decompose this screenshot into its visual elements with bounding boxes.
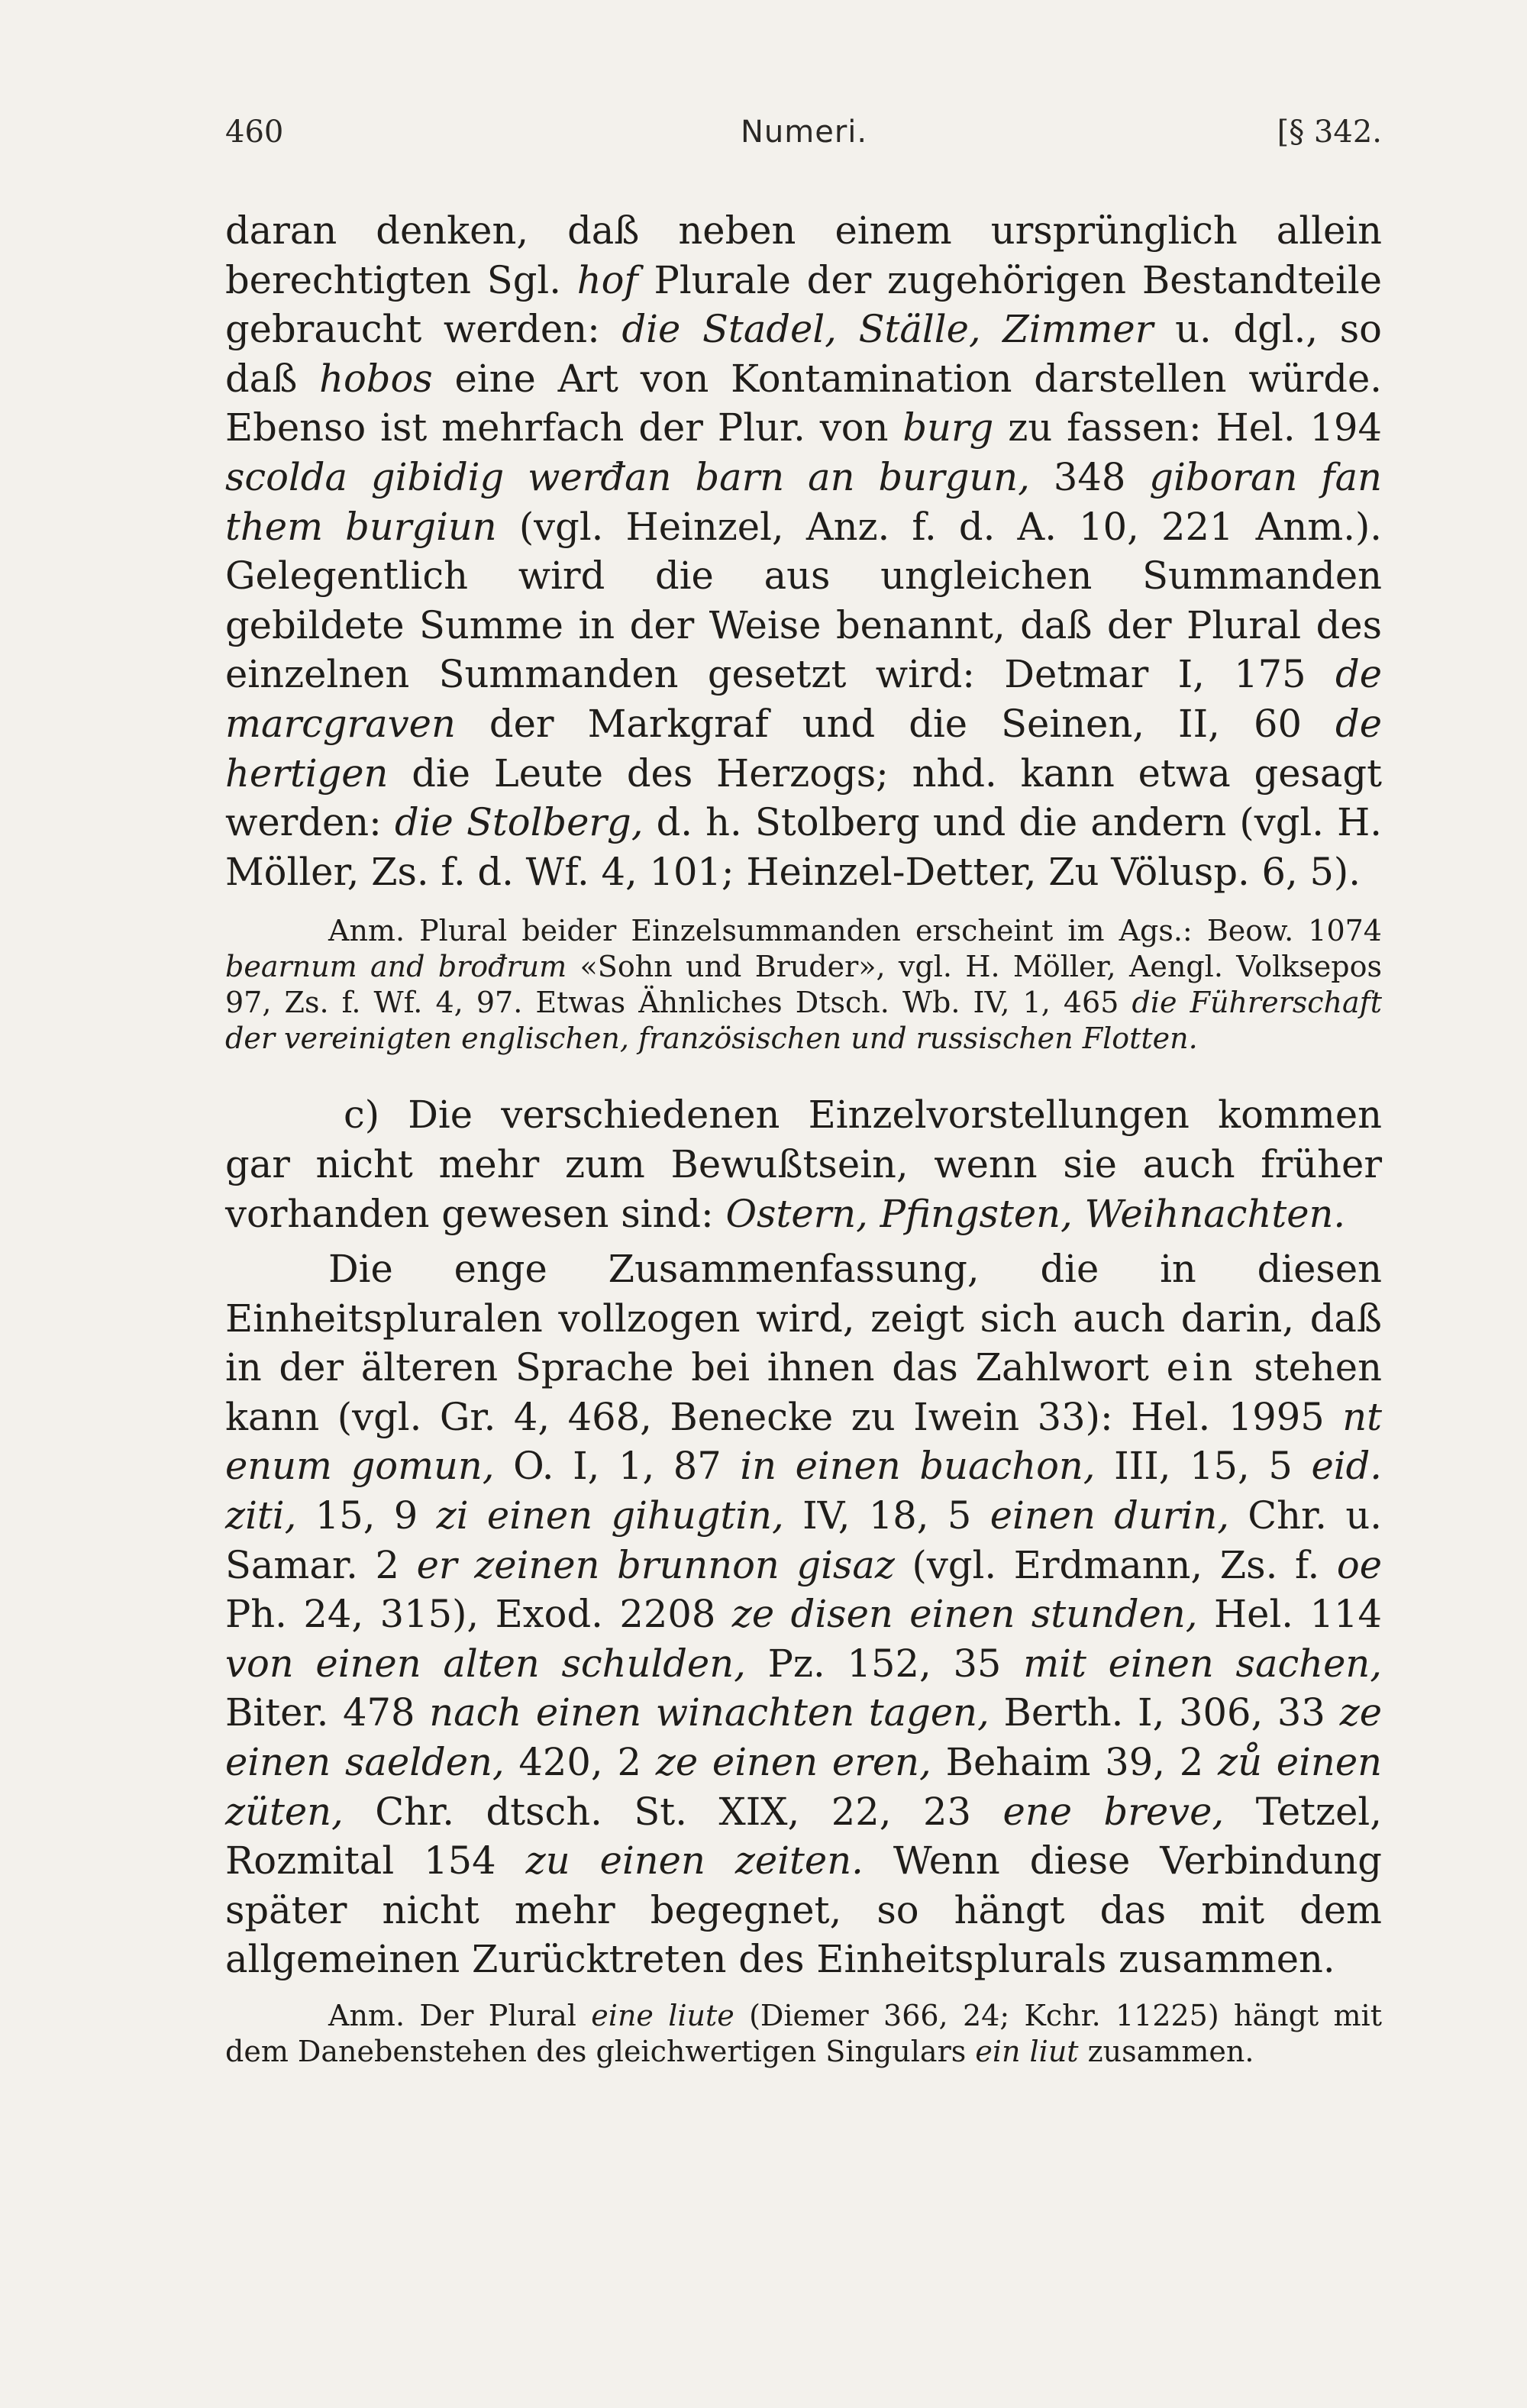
text-run: Behaim 39, 2 bbox=[931, 1740, 1219, 1785]
text-run: zu fassen: Hel. 194 bbox=[993, 405, 1382, 450]
text-run: eine Art von Kontamination darstellen würde. Ebenso ist mehrfach der Plur. von bbox=[225, 356, 1382, 450]
text-run: daran denken, daß neben einem ursprünglich allein berechtigten Sgl. bbox=[225, 208, 1382, 302]
text-run: Anm. Der Plural bbox=[328, 1999, 592, 2032]
italic-citation-text: ze einen saelden, bbox=[225, 1690, 1382, 1785]
italic-citation-text: hobos bbox=[319, 356, 433, 401]
italic-citation-text: nach einen winachten tagen, bbox=[429, 1690, 989, 1735]
italic-citation-text: in einen buachon, bbox=[740, 1444, 1096, 1489]
text-run: Chr. dtsch. St. XIX, 22, 23 bbox=[343, 1789, 1003, 1834]
text-run: 348 bbox=[1029, 454, 1150, 499]
text-run: zusammen. bbox=[1078, 2035, 1254, 2068]
italic-citation-text: zů einen züten, bbox=[225, 1740, 1382, 1834]
text-run: ein bbox=[1166, 1345, 1237, 1390]
italic-citation-text: von einen alten schulden, bbox=[225, 1641, 746, 1686]
text-run: «Sohn und Bruder», vgl. H. Möller, Aengl. Volksepos 97, Zs. f. Wf. 4, 97. Etwas Ähnliches Dtsch. Wb. IV, 1, 465 bbox=[225, 950, 1382, 1020]
text-run: c) Die verschiedenen Einzelvorstellungen kommen gar nicht mehr zum Bewußtsein, wenn sie auch früher vorhanden gewesen sind: bbox=[225, 1093, 1382, 1236]
paragraph-einheitsplurale bbox=[225, 1244, 1382, 1984]
text-run: die Leute des Herzogs; nhd. kann etwa gesagt werden: bbox=[225, 750, 1382, 845]
italic-citation-text: er zeinen brunnon gisaz bbox=[416, 1542, 895, 1587]
italic-citation-text: ein liut bbox=[975, 2035, 1079, 2068]
running-title: Numeri. bbox=[741, 115, 868, 150]
page-number: 460 bbox=[225, 115, 284, 150]
text-run: 15, 9 bbox=[296, 1493, 437, 1538]
italic-citation-text: zi einen gihugtin, bbox=[436, 1493, 784, 1538]
text-run: Pz. 152, 35 bbox=[745, 1641, 1024, 1686]
text-run: Hel. 114 bbox=[1197, 1592, 1382, 1637]
text-run: u. dgl., so daß bbox=[225, 307, 1382, 401]
italic-citation-text: mit einen sachen, bbox=[1023, 1641, 1382, 1686]
italic-citation-text: giboran fan them burgiun bbox=[225, 454, 1383, 549]
section-marker: [§ 342. bbox=[1277, 115, 1382, 150]
paragraph-c bbox=[225, 1090, 1382, 1238]
italic-citation-text: oe bbox=[1336, 1542, 1382, 1587]
text-run: (vgl. Erdmann, Zs. f. bbox=[894, 1542, 1337, 1587]
italic-citation-text: eid. ziti, bbox=[225, 1444, 1382, 1538]
italic-citation-text: scolda gibidig werđan barn an burgun, bbox=[225, 454, 1030, 499]
italic-citation-text: die Stadel, Ställe, Zimmer bbox=[621, 307, 1154, 352]
running-header bbox=[225, 115, 1382, 168]
italic-citation-text: einen durin, bbox=[989, 1493, 1229, 1538]
italic-citation-text: hof bbox=[576, 257, 638, 302]
text-run: Tetzel, Rozmital 154 bbox=[225, 1789, 1382, 1883]
text-run: Biter. 478 bbox=[225, 1690, 430, 1735]
italic-citation-text: burg bbox=[902, 405, 994, 450]
italic-citation-text: die Führerschaft der vereinigten englischen, französischen und russischen Flotten. bbox=[225, 986, 1382, 1056]
italic-citation-text: zu einen zeiten. bbox=[525, 1838, 864, 1883]
footnote-anm-2 bbox=[225, 1998, 1382, 2070]
italic-citation-text: de marcgraven bbox=[225, 652, 1382, 746]
text-run: III, 15, 5 bbox=[1095, 1444, 1312, 1489]
text-run: Wenn diese Verbindung später nicht mehr begegnet, so hängt das mit dem allgemeinen Zurücktreten des Einheitsplurals zusammen. bbox=[225, 1838, 1382, 1982]
paragraph-continuation bbox=[225, 206, 1382, 896]
text-run: (Diemer 366, 24; Kchr. 11225) hängt mit dem Danebenstehen des gleichwertigen Singulars bbox=[225, 1999, 1382, 2068]
text-run: IV, 18, 5 bbox=[783, 1493, 990, 1538]
italic-citation-text: die Stolberg, bbox=[395, 800, 644, 845]
text-run: Anm. Plural beider Einzelsummanden erscheint im Ags.: Beow. 1074 bbox=[328, 914, 1382, 948]
italic-citation-text: nt enum gomun, bbox=[225, 1394, 1382, 1489]
text-run: Ph. 24, 315), Exod. 2208 bbox=[225, 1592, 732, 1637]
text-run: stehen kann (vgl. Gr. 4, 468, Benecke zu Iwein 33): Hel. 1995 bbox=[225, 1345, 1382, 1439]
italic-citation-text: de hertigen bbox=[225, 701, 1382, 796]
text-run: (vgl. Heinzel, Anz. f. d. A. 10, 221 Anm.). Gelegentlich wird die aus ungleichen Summanden gebildete Summe in der Weise benannt, daß der Plural des einzelnen Summanden gesetzt wird: Detmar I, 175 bbox=[225, 504, 1383, 697]
italic-citation-text: Ostern, Pfingsten, Weihnachten. bbox=[725, 1191, 1346, 1236]
italic-citation-text: bearnum and brođrum bbox=[225, 950, 567, 984]
text-run: Plurale der zugehörigen Bestandteile gebraucht werden: bbox=[225, 257, 1383, 352]
italic-citation-text: eine liute bbox=[591, 1999, 734, 2032]
text-run: Berth. I, 306, 33 bbox=[989, 1690, 1340, 1735]
text-run: Die enge Zusammenfassung, die in diesen Einheitspluralen vollzogen wird, zeigt sich auch darin, daß in der älteren Sprache bei ihnen das Zahlwort bbox=[225, 1247, 1382, 1390]
footnote-anm-1 bbox=[225, 913, 1382, 1057]
text-run: d. h. Stolberg und die andern (vgl. H. Möller, Zs. f. d. Wf. 4, 101; Heinzel-Detter, Zu Völusp. 6, 5). bbox=[225, 800, 1382, 894]
text-run: O. I, 1, 87 bbox=[494, 1444, 741, 1489]
italic-citation-text: ze disen einen stunden, bbox=[731, 1592, 1198, 1637]
italic-citation-text: ze einen eren, bbox=[655, 1740, 931, 1785]
text-run: Chr. u. Samar. 2 bbox=[225, 1493, 1382, 1587]
text-run: 420, 2 bbox=[504, 1740, 656, 1785]
italic-citation-text: ene breve, bbox=[1002, 1789, 1225, 1834]
text-run: der Markgraf und die Seinen, II, 60 bbox=[455, 701, 1336, 746]
